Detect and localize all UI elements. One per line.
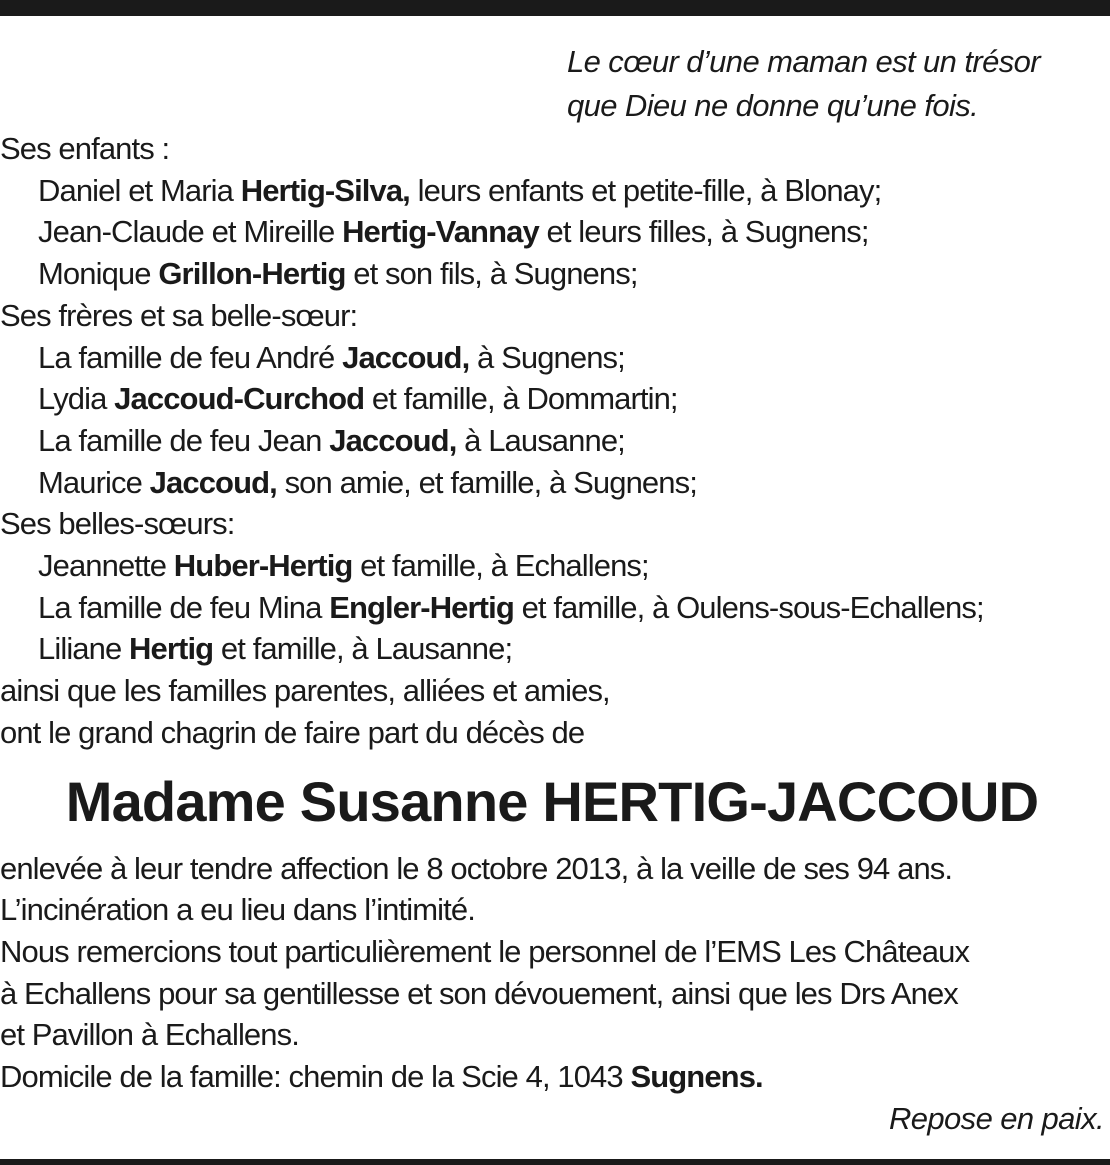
address-text: Domicile de la famille: chemin de la Scie 4, 1043	[0, 1059, 631, 1095]
family-entry	[0, 420, 1104, 462]
entry-text: et famille, à Lausanne;	[213, 631, 513, 667]
family-surname: Jaccoud,	[149, 464, 277, 500]
entry-text: Maurice	[38, 464, 150, 500]
closing-line-2: L’incinération a eu lieu dans l’intimité.	[0, 892, 475, 928]
bottom-rule	[0, 1159, 1110, 1165]
closing-line-4: à Echallens pour sa gentillesse et son dévouement, ainsi que les Drs Anex	[0, 975, 958, 1011]
family-entry	[0, 337, 1104, 379]
family-entry	[0, 545, 1104, 587]
entry-text: Monique	[38, 256, 159, 292]
family-surname: Engler-Hertig	[329, 589, 514, 625]
entry-text: La famille de feu Mina	[38, 589, 330, 625]
announcement-line-1: ainsi que les familles parentes, alliées et amies,	[0, 673, 610, 709]
family-surname: Grillon-Hertig	[158, 256, 346, 292]
entry-text: leurs enfants et petite-fille, à Blonay;	[409, 172, 882, 208]
entry-text: et famille, à Dommartin;	[364, 381, 678, 417]
family-entry	[0, 378, 1104, 420]
announcement-line-2: ont le grand chagrin de faire part du décès de	[0, 714, 585, 750]
family-surname: Huber-Hertig	[173, 548, 353, 584]
farewell-line: Repose en paix.	[888, 1100, 1104, 1136]
family-surname: Hertig-Vannay	[342, 214, 539, 250]
family-surname: Jaccoud,	[342, 339, 470, 375]
family-surname: Hertig-Silva,	[240, 172, 410, 208]
sisters-in-law-heading: Ses belles-sœurs:	[0, 506, 235, 542]
entry-text: Jean-Claude et Mireille	[38, 214, 343, 250]
entry-text: Jeannette	[38, 548, 174, 584]
family-surname: Jaccoud,	[329, 422, 457, 458]
entry-text: La famille de feu Jean	[38, 422, 330, 458]
family-entry	[0, 211, 1104, 253]
family-surname: Jaccoud-Curchod	[114, 381, 365, 417]
closing-line-5: et Pavillon à Echallens.	[0, 1017, 299, 1053]
family-entry	[0, 628, 1104, 670]
entry-text: et son fils, à Sugnens;	[345, 256, 638, 292]
siblings-heading: Ses frères et sa belle-sœur:	[0, 297, 358, 333]
family-surname: Hertig	[129, 631, 214, 667]
epigraph-line-2: que Dieu ne donne qu’une fois.	[567, 88, 979, 123]
top-rule	[0, 0, 1110, 16]
entry-text: Lydia	[38, 381, 115, 417]
family-entry	[0, 170, 1104, 212]
children-heading: Ses enfants :	[0, 131, 170, 166]
family-address	[0, 1056, 1104, 1098]
entry-text: et famille, à Oulens-sous-Echallens;	[513, 589, 984, 625]
deceased-name: Madame Susanne HERTIG-JACCOUD	[65, 769, 1039, 833]
closing-line-3: Nous remercions tout particulièrement le personnel de l’EMS Les Châteaux	[0, 933, 970, 969]
family-entry	[0, 462, 1104, 504]
epigraph-line-1: Le cœur d’une maman est un trésor	[567, 44, 1040, 79]
closing-line-1: enlevée à leur tendre affection le 8 octobre 2013, à la veille de ses 94 ans.	[0, 850, 953, 886]
entry-text: Daniel et Maria	[38, 172, 241, 208]
address-town: Sugnens.	[630, 1059, 763, 1095]
family-entry	[0, 587, 1104, 629]
entry-text: son amie, et famille, à Sugnens;	[276, 464, 697, 500]
entry-text: à Sugnens;	[469, 339, 625, 375]
entry-text: La famille de feu André	[38, 339, 343, 375]
entry-text: et leurs filles, à Sugnens;	[538, 214, 869, 250]
entry-text: et famille, à Echallens;	[352, 548, 649, 584]
obituary-notice	[0, 40, 1104, 1139]
entry-text: Liliane	[38, 631, 130, 667]
entry-text: à Lausanne;	[456, 422, 625, 458]
family-entry	[0, 253, 1104, 295]
